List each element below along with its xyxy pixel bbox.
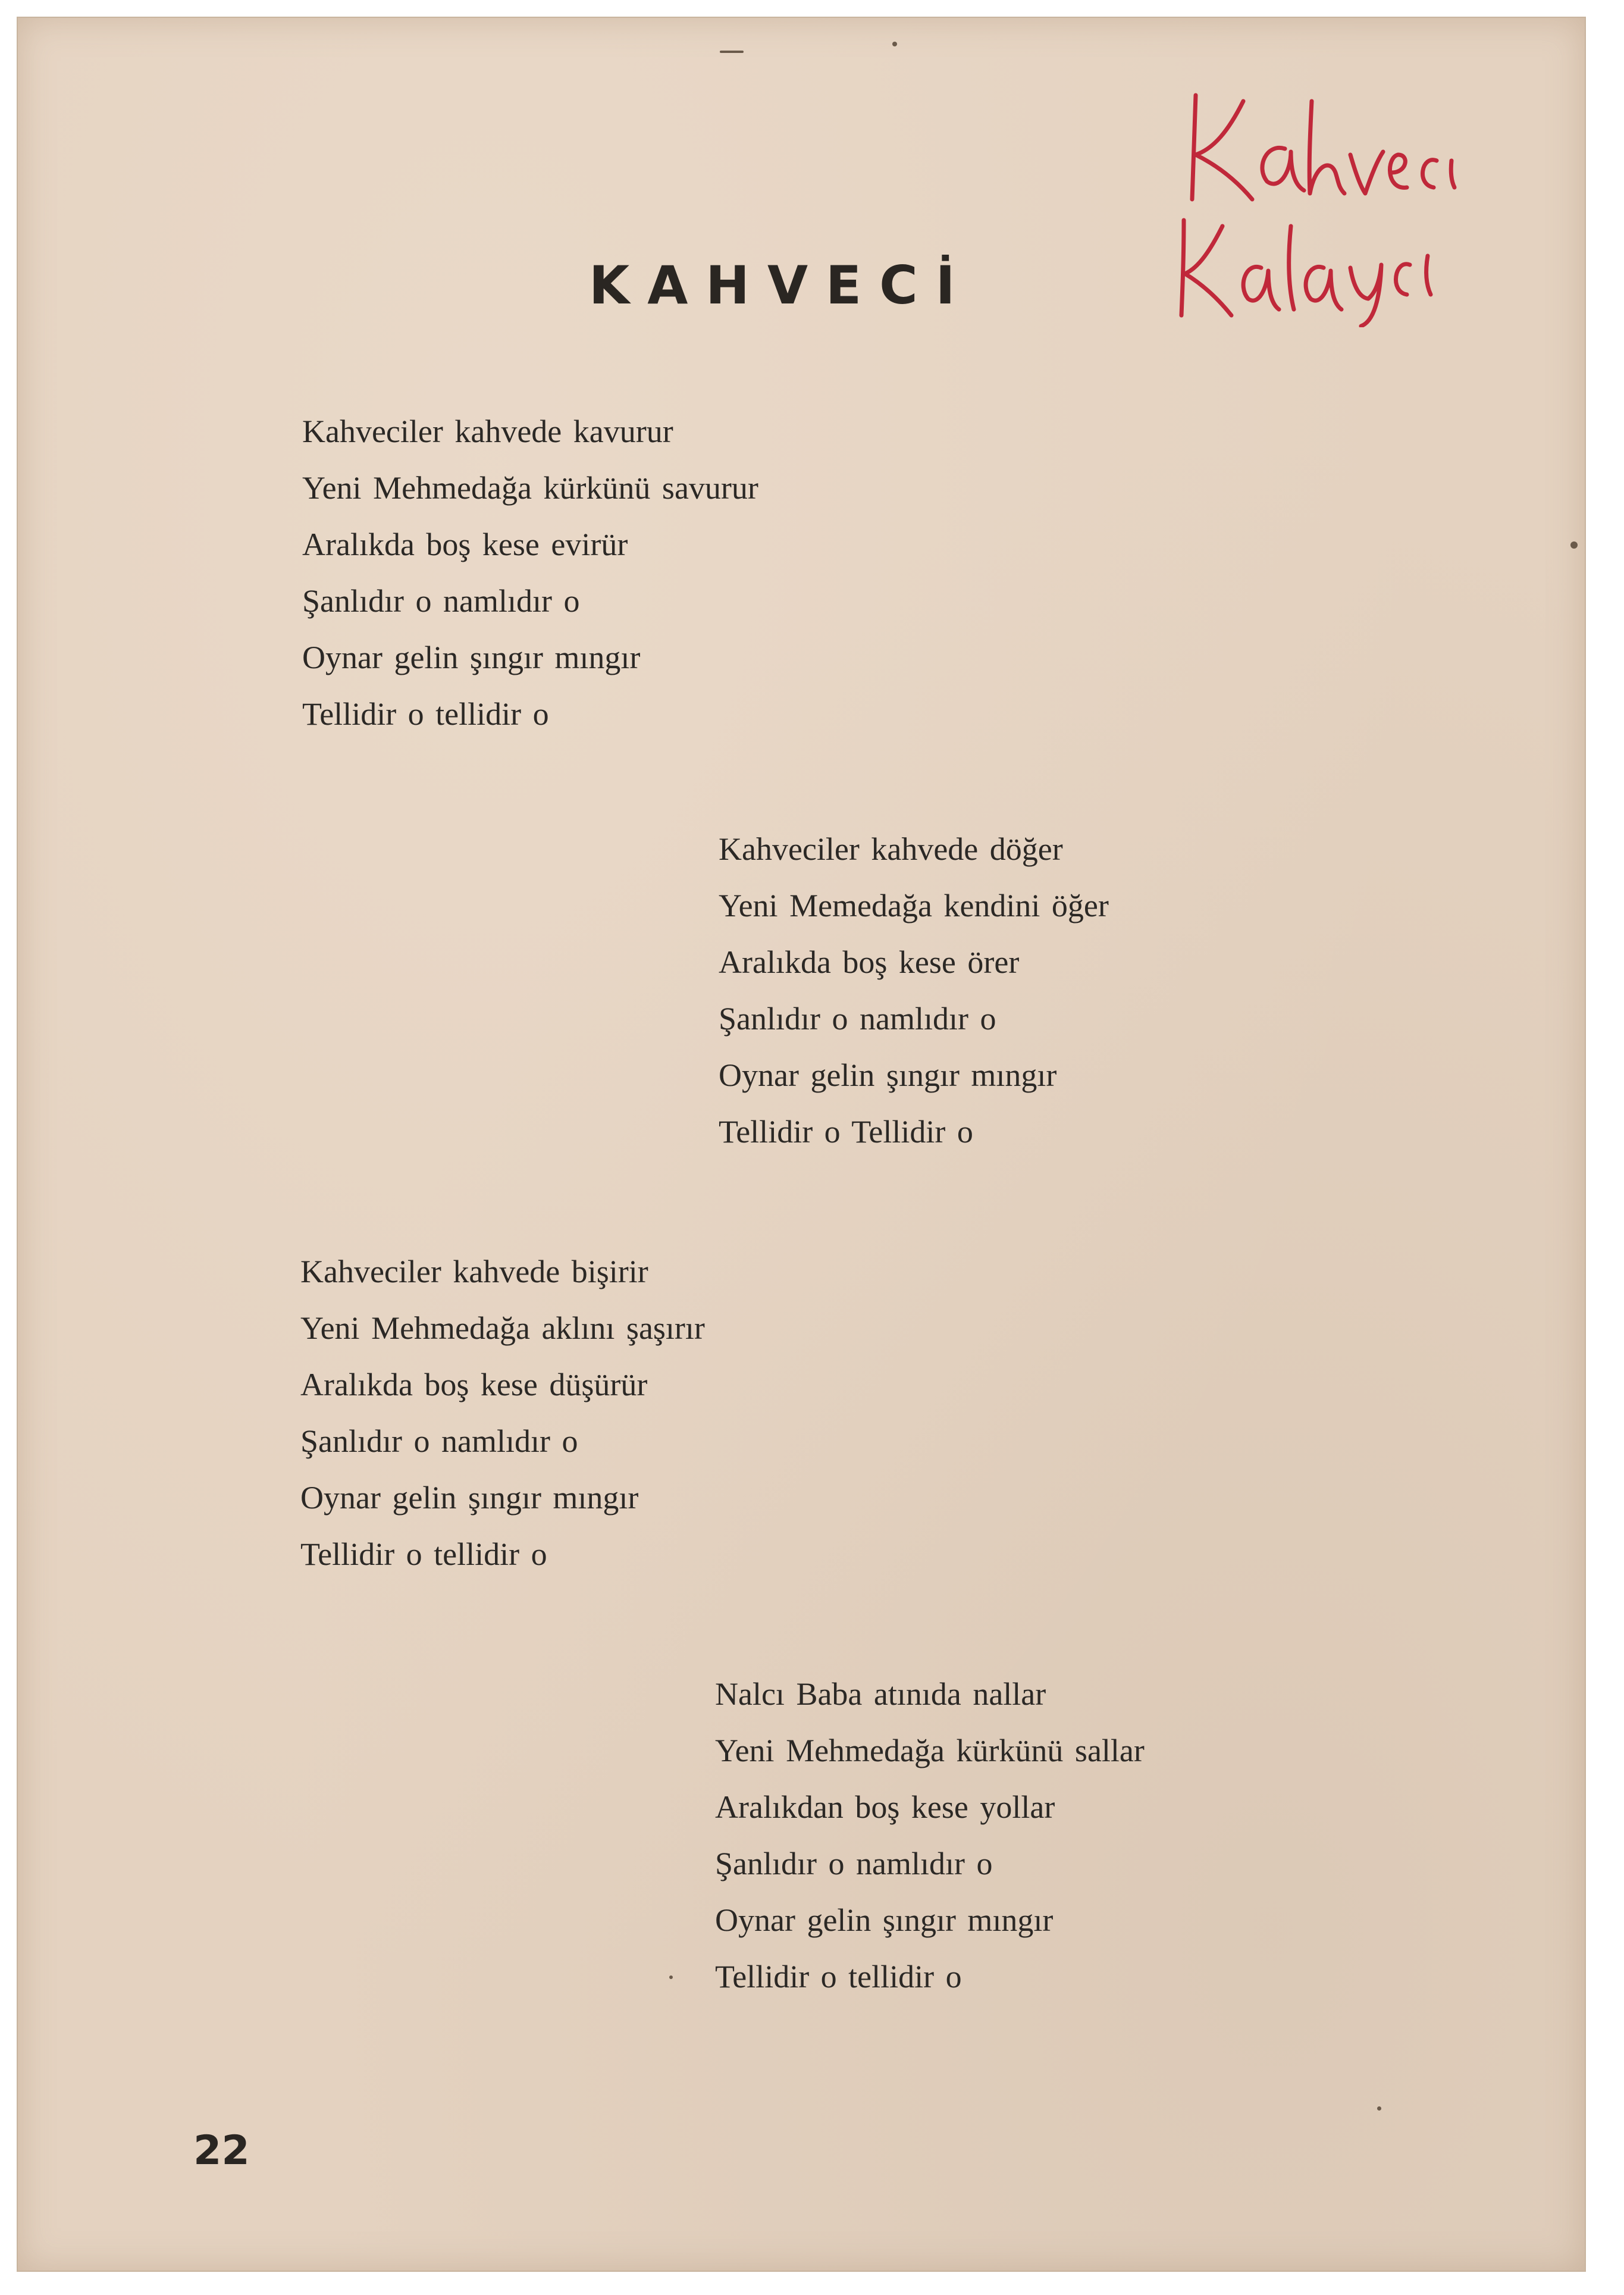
verse-line: Oynar gelin şıngır mıngır xyxy=(302,640,641,675)
verse-line: Yeni Memedağa kendini öğer xyxy=(719,888,1109,923)
verse-line: Yeni Mehmedağa aklını şaşırır xyxy=(300,1310,705,1346)
verse-line: Oynar gelin şıngır mıngır xyxy=(719,1057,1057,1093)
stanza-1 xyxy=(302,403,758,743)
verse-line: Kahveciler kahvede kavurur xyxy=(302,414,673,449)
paper-speck xyxy=(1377,2106,1381,2111)
verse-line: Tellidir o tellidir o xyxy=(300,1536,547,1572)
verse-line: Yeni Mehmedağa kürkünü sallar xyxy=(715,1733,1145,1768)
verse-line: Şanlıdır o namlıdır o xyxy=(715,1846,993,1881)
verse-line: Şanlıdır o namlıdır o xyxy=(300,1423,578,1459)
verse-line: Aralıkda boş kese evirür xyxy=(302,527,628,562)
verse-line: Şanlıdır o namlıdır o xyxy=(302,583,580,619)
verse-line: Tellidir o tellidir o xyxy=(302,696,549,732)
paper-speck xyxy=(1570,541,1578,549)
verse-line: Nalcı Baba atınıda nallar xyxy=(715,1676,1046,1712)
paper-speck xyxy=(669,1975,673,1979)
stanza-3 xyxy=(300,1244,705,1583)
verse-line: Kahveciler kahvede bişirir xyxy=(300,1254,648,1289)
verse-line: Tellidir o Tellidir o xyxy=(719,1114,973,1150)
stanza-2 xyxy=(719,821,1109,1160)
page-number: 22 xyxy=(193,2127,250,2174)
verse-line: Aralıkda boş kese düşürür xyxy=(300,1367,648,1402)
verse-line: Tellidir o tellidir o xyxy=(715,1959,962,1995)
verse-line: Oynar gelin şıngır mıngır xyxy=(300,1480,639,1516)
stanza-4 xyxy=(715,1666,1145,2005)
verse-line: Şanlıdır o namlıdır o xyxy=(719,1001,996,1037)
paper-speck xyxy=(892,42,897,46)
paper-speck xyxy=(720,51,744,53)
verse-line: Oynar gelin şıngır mıngır xyxy=(715,1902,1054,1938)
verse-line: Aralıkda boş kese örer xyxy=(719,944,1020,980)
poem-title: KAHVECİ xyxy=(589,255,973,316)
page-sheet xyxy=(17,17,1586,2272)
verse-line: Aralıkdan boş kese yollar xyxy=(715,1789,1055,1825)
verse-line: Kahveciler kahvede döğer xyxy=(719,831,1063,867)
verse-line: Yeni Mehmedağa kürkünü savurur xyxy=(302,470,758,506)
handwritten-note xyxy=(1172,77,1481,327)
